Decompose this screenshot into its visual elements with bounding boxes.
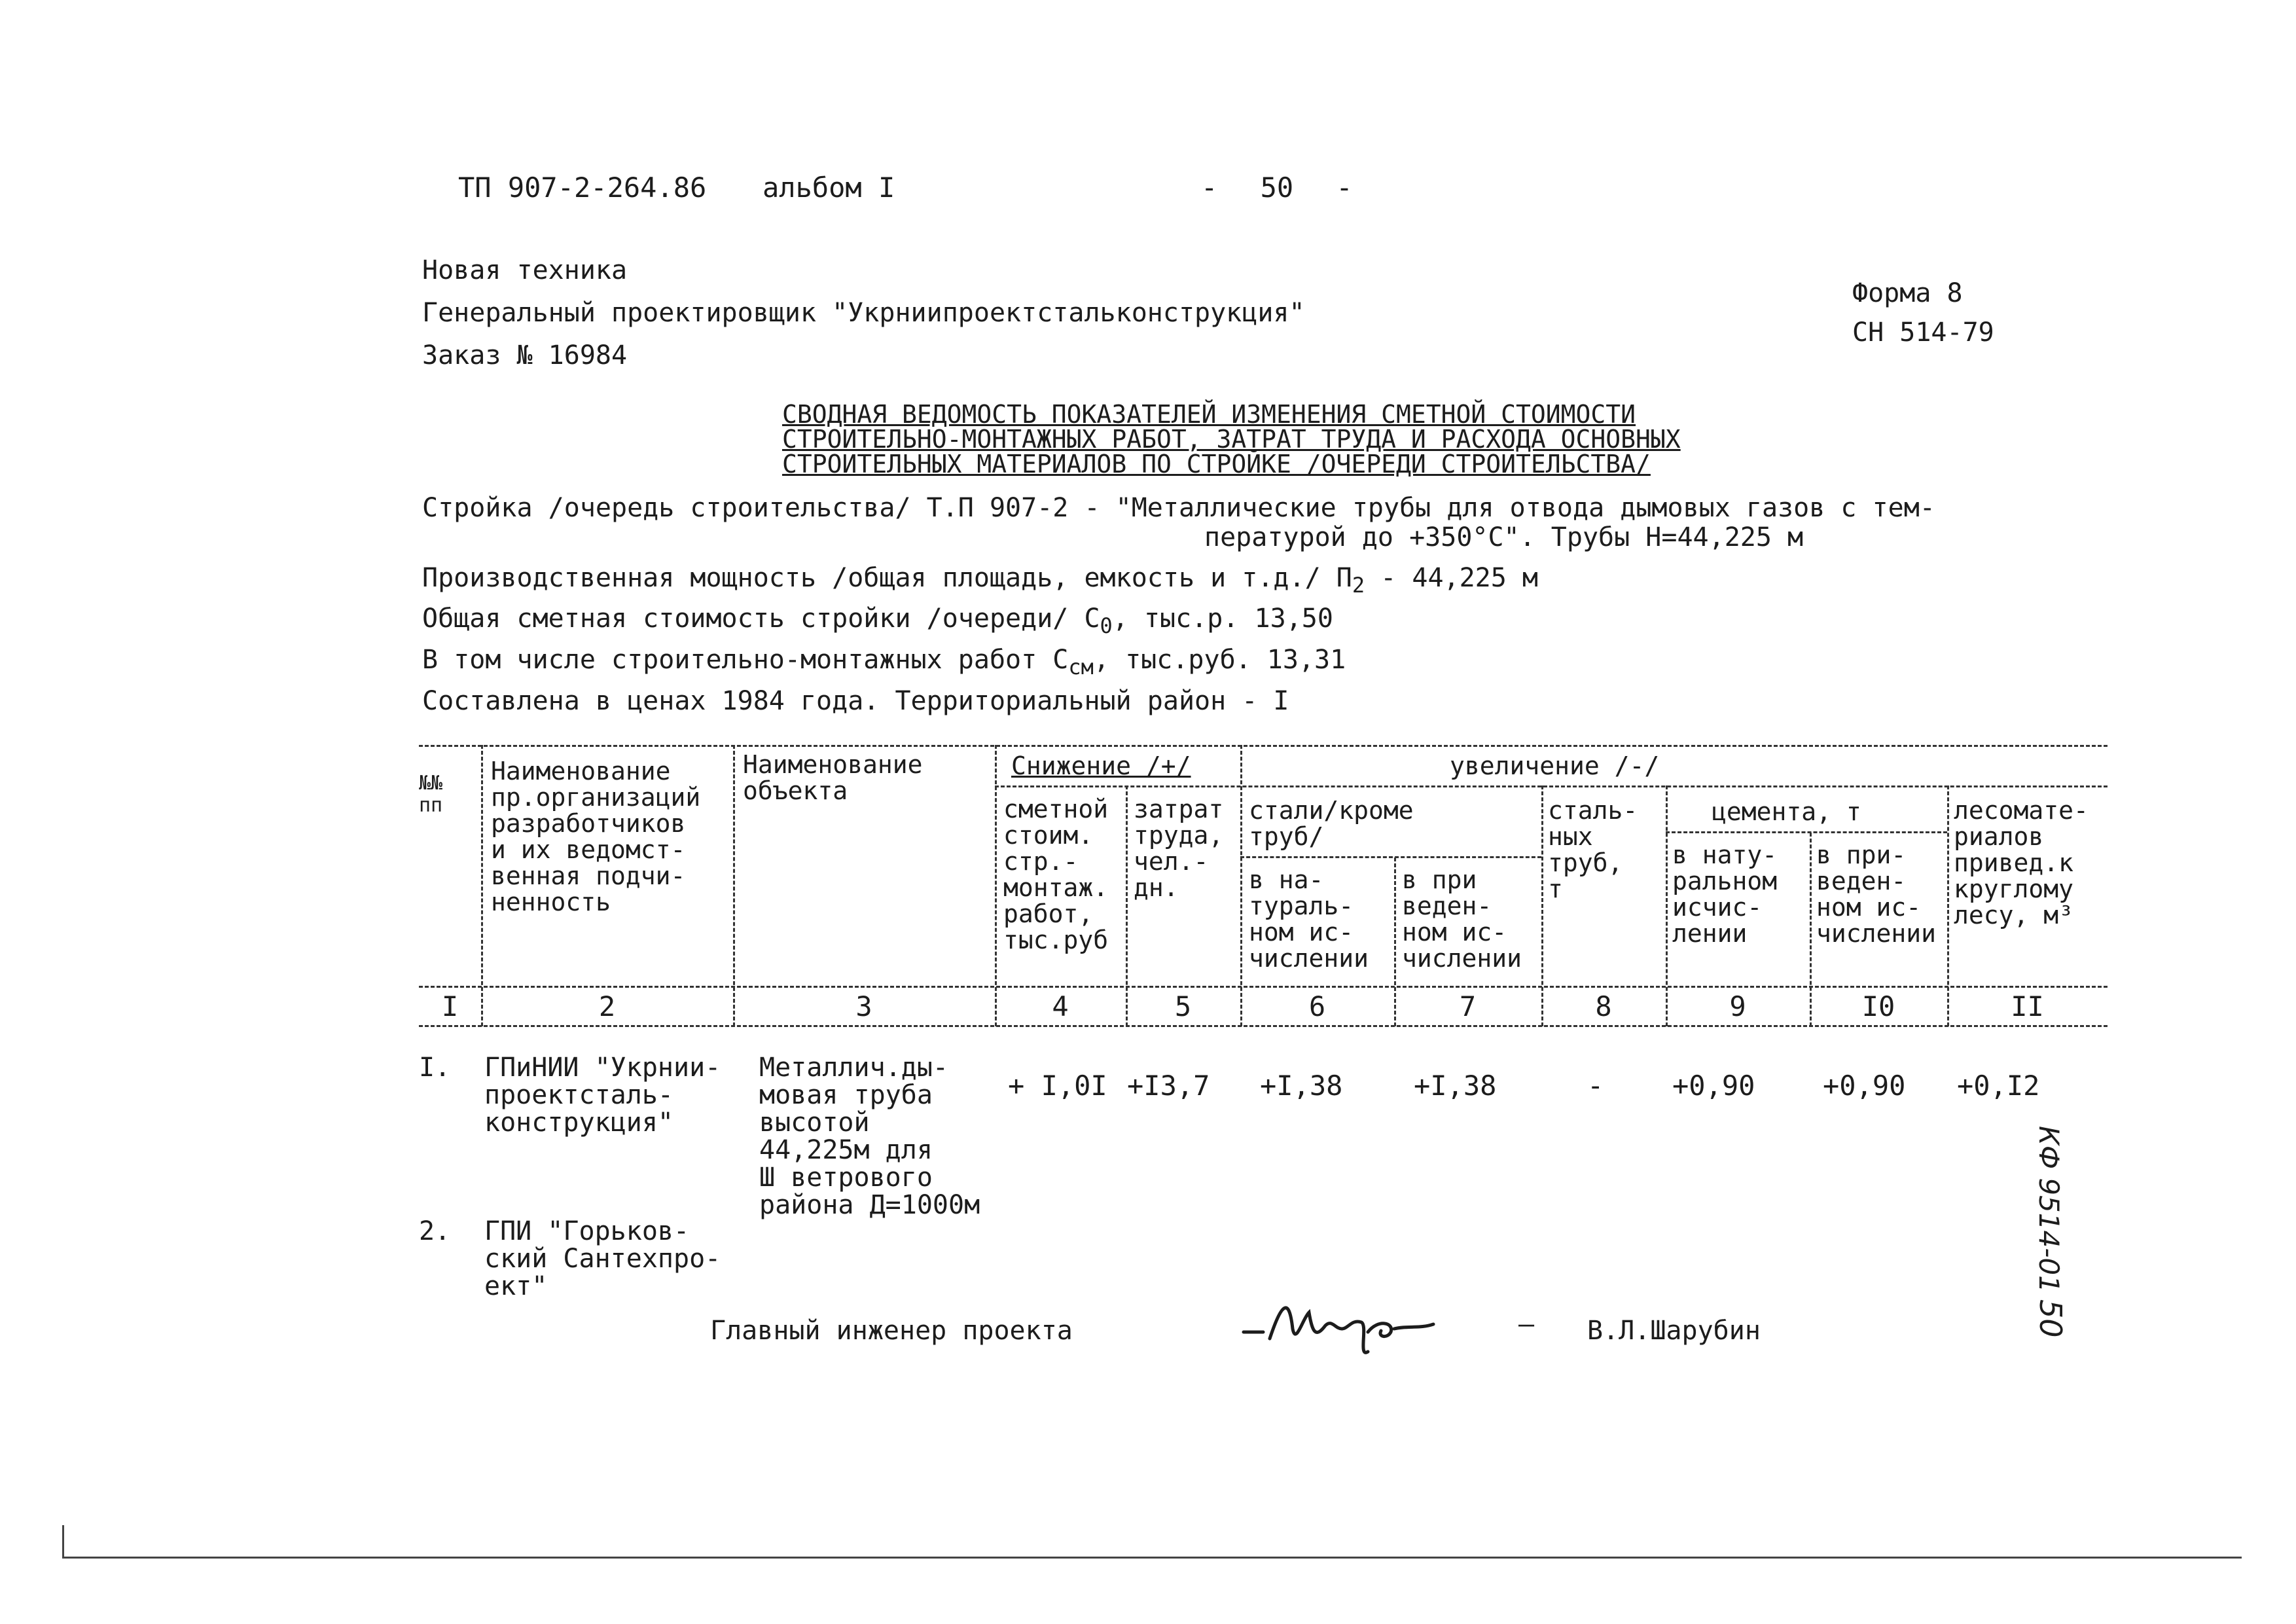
col-number: 8 <box>1595 990 1612 1022</box>
total-cost-line <box>422 604 1333 638</box>
prices-line: Составлена в ценах 1984 года. Территориальный район - I <box>422 686 1289 716</box>
total-cost-label: Общая сметная стоимость стройки /очереди/ С <box>422 604 1100 634</box>
new-technique-label: Новая техника <box>422 255 628 285</box>
chief-engineer-name: В.Л.Шарубин <box>1587 1316 1761 1346</box>
header-col9: в нату- ральном исчис- лении <box>1672 840 1778 948</box>
total-cost-value: , тыс.р. 13,50 <box>1112 604 1333 634</box>
table-top-border <box>419 745 2108 747</box>
album-label: альбом I <box>762 171 895 204</box>
smr-cost-value: , тыс.руб. 13,31 <box>1093 645 1346 675</box>
side-code: КФ 9514-01 <box>2033 1126 2065 1293</box>
header-col6: в на- тураль- ном ис- числении <box>1249 865 1369 973</box>
col-number: 3 <box>855 990 872 1022</box>
header-steel: стали/кроме труб/ <box>1249 796 1414 851</box>
form-number: Форма 8 <box>1852 278 1963 308</box>
chief-engineer-label: Главный инженер проекта <box>710 1316 1073 1346</box>
summary-table <box>419 745 2108 1033</box>
smr-cost-line <box>422 645 1346 679</box>
capacity-line <box>422 563 1538 598</box>
table-row-1-v9: +0,90 <box>1672 1070 1755 1102</box>
table-row-2-num: 2. <box>419 1216 451 1246</box>
cement-subheader-line <box>1666 831 1947 833</box>
document-title-line3: СТРОИТЕЛЬНЫХ МАТЕРИАЛОВ ПО СТРОЙКЕ /ОЧЕРЕДИ СТРОИТЕЛЬСТВА/ <box>782 450 1651 478</box>
total-cost-sub: 0 <box>1100 613 1113 638</box>
standard-code: СН 514-79 <box>1852 317 1994 348</box>
table-row-1-v7: +I,38 <box>1414 1070 1497 1102</box>
table-row-1-v6: +I,38 <box>1260 1070 1343 1102</box>
header-increase: увеличение /-/ <box>1450 751 1660 780</box>
col-divider-2 <box>733 745 735 1026</box>
smr-cost-label: В том числе строительно-монтажных работ С <box>422 645 1069 675</box>
table-row-1-org: ГПиНИИ "Укрнии- проектсталь- конструкция" <box>484 1053 721 1138</box>
doc-code: ТП 907-2-264.86 <box>458 171 707 204</box>
col-divider-5 <box>1240 745 1242 1026</box>
table-row-2-org: ГПИ "Горьков- ский Сантехпро- ект" <box>484 1216 721 1301</box>
table-row-1-v4: + I,0I <box>1008 1070 1107 1102</box>
header-cement: цемента, т <box>1712 797 1861 826</box>
document-title-line2: СТРОИТЕЛЬНО-МОНТАЖНЫХ РАБОТ, ЗАТРАТ ТРУДА И РАСХОДА ОСНОВНЫХ <box>782 425 1681 454</box>
col-number: 9 <box>1729 990 1746 1022</box>
capacity-value: - 44,225 м <box>1365 563 1539 593</box>
col-number: 6 <box>1308 990 1326 1022</box>
document-title-line1: СВОДНАЯ ВЕДОМОСТЬ ПОКАЗАТЕЛЕЙ ИЗМЕНЕНИЯ СМЕТНОЙ СТОИМОСТИ <box>782 400 1636 429</box>
col-number: 2 <box>598 990 616 1022</box>
order-number: Заказ № 16984 <box>422 340 628 370</box>
bottom-rule <box>62 1557 2242 1559</box>
col-divider-1 <box>481 745 483 1026</box>
page-number: - 50 - <box>1201 171 1353 204</box>
col-number: 7 <box>1459 990 1477 1022</box>
header-col11: лесомате- риалов привед.к круглому лесу, м³ <box>1954 796 2089 929</box>
steel-subheader-line <box>1240 856 1541 858</box>
smr-cost-sub: см <box>1068 655 1094 679</box>
header-col4: сметной стоим. стр.- монтаж. работ, тыс.руб <box>1003 795 1109 954</box>
col-number: I0 <box>1861 990 1895 1022</box>
header-col3: Наименование объекта <box>743 750 923 805</box>
capacity-sub: 2 <box>1352 573 1365 598</box>
header-col7: в при веден- ном ис- числении <box>1402 865 1522 973</box>
stroika-line2: пературой до +350°С". Трубы Н=44,225 м <box>1204 522 1804 552</box>
capacity-label: Производственная мощность /общая площадь, емкость и т.д./ П <box>422 563 1352 593</box>
column-numbers-bottom-line <box>419 1025 2108 1027</box>
col-number: 5 <box>1174 990 1192 1022</box>
col-divider-3 <box>995 745 997 1026</box>
col-number: I <box>441 990 459 1022</box>
table-row-1-num: I. <box>419 1053 451 1083</box>
stroika-line1: Стройка /очередь строительства/ Т.П 907-2 - "Металлические трубы для отвода дымовых газов с тем- <box>422 493 1935 523</box>
header-col8: сталь- ных труб, т <box>1548 796 1638 903</box>
table-row-1-v5: +I3,7 <box>1127 1070 1210 1102</box>
table-row-1-v11: +0,I2 <box>1957 1070 2040 1102</box>
header-col2: Наименование пр.организаций разработчиков и их ведомст- венная подчи- ненность <box>491 757 701 916</box>
header-decrease: Снижение /+/ <box>1011 751 1191 780</box>
table-row-1-object: Металлич.ды- мовая труба высотой 44,225м для Ш ветрового района Д=1000м <box>759 1053 980 1220</box>
general-designer: Генеральный проектировщик "Укрниипроектстальконструкция" <box>422 298 1305 328</box>
header-bottom-line <box>419 986 2108 988</box>
header-col10: в при- веден- ном ис- числении <box>1816 840 1937 948</box>
table-row-1-v8: - <box>1587 1070 1604 1102</box>
table-row-1-v10: +0,90 <box>1823 1070 1906 1102</box>
group-subheader-line <box>995 785 2108 787</box>
signature-image <box>1237 1293 1473 1371</box>
signature-dash: — <box>1518 1309 1535 1339</box>
left-edge-rule <box>62 1525 64 1558</box>
header-col1: №№ пп <box>419 772 443 817</box>
col-number: II <box>2011 990 2044 1022</box>
header-col5: затрат труда, чел.- дн. <box>1134 795 1224 902</box>
col-number: 4 <box>1052 990 1069 1022</box>
side-page-number: 50 <box>2033 1299 2068 1338</box>
